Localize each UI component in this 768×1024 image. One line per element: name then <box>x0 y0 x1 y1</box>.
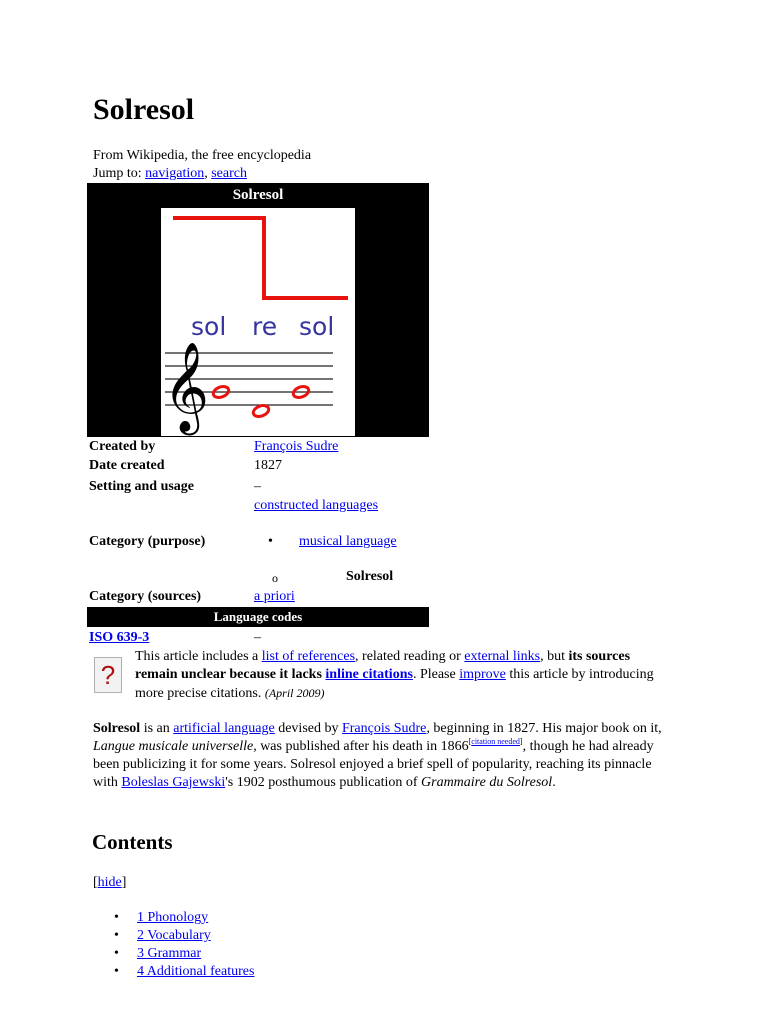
treble-clef-icon: 𝄞 <box>163 342 210 432</box>
language-codes-header: Language codes <box>87 607 429 627</box>
toc-link-grammar[interactable]: 3 Grammar <box>137 946 202 961</box>
notice-text-4: . Please <box>412 667 460 682</box>
toc-item <box>110 945 254 963</box>
toc-bullet: • <box>114 964 119 979</box>
notice-text-3: , but <box>540 649 569 664</box>
page-title: Solresol <box>93 93 195 126</box>
iso-value: – <box>254 630 261 645</box>
toc-link-phonology[interactable]: 1 Phonology <box>137 910 209 925</box>
image-word-3: sol <box>299 312 335 341</box>
hide-open: [ <box>93 875 98 890</box>
inline-citations-link[interactable]: inline citations <box>325 667 413 682</box>
para-text-3: , beginning in 1827. His major book on it, <box>426 721 662 736</box>
created-by-link[interactable]: François Sudre <box>254 439 339 454</box>
sup-close: ] <box>519 737 523 746</box>
para-italic-2: Grammaire du Solresol <box>421 775 553 790</box>
date-created-label: Date created <box>89 458 165 473</box>
jump-navigation-link[interactable]: navigation <box>145 166 205 181</box>
notice-bold: its sources remain unclear because it lacks <box>135 649 631 682</box>
sup-open: [ <box>468 737 472 746</box>
sub-bullet: o <box>272 571 278 585</box>
purpose-bullet: • <box>268 534 273 549</box>
intro-paragraph <box>93 720 673 792</box>
para-text-5: , though he had already been publicizing it for some years. Solresol enjoyed a brief spell of popularity, reaching its pinnacle with <box>93 739 654 790</box>
notice-date: (April 2009) <box>264 686 325 700</box>
jump-prefix: Jump to: <box>93 166 146 181</box>
setting-usage-label: Setting and usage <box>89 479 195 494</box>
external-links-link[interactable]: external links <box>464 649 541 664</box>
para-text-6: 's 1902 posthumous publication of <box>225 775 422 790</box>
jump-separator: , <box>204 166 212 181</box>
setting-usage-dash: – <box>254 479 261 494</box>
notice-text-2: , related reading or <box>355 649 465 664</box>
para-text-1: is an <box>140 721 174 736</box>
toc-item <box>110 909 254 927</box>
toc-bullet: • <box>114 928 119 943</box>
toc-toggle <box>93 874 126 892</box>
para-text-2: devised by <box>274 721 342 736</box>
image-word-1: sol <box>191 312 227 341</box>
table-of-contents <box>110 909 254 981</box>
infobox-image[interactable] <box>161 208 355 436</box>
infobox-header <box>87 183 429 437</box>
toc-bullet: • <box>114 946 119 961</box>
constructed-languages-link[interactable]: constructed languages <box>254 498 379 513</box>
hide-toc-link[interactable]: hide <box>97 875 122 890</box>
artificial-language-link[interactable]: artificial language <box>173 721 275 736</box>
sub-solresol: Solresol <box>346 569 394 584</box>
boleslas-gajewski-link[interactable]: Boleslas Gajewski <box>121 775 226 790</box>
jump-search-link[interactable]: search <box>211 166 247 181</box>
created-by-label: Created by <box>89 439 156 454</box>
para-bold-solresol: Solresol <box>93 721 141 736</box>
jump-links <box>93 165 247 183</box>
toc-item <box>110 963 254 981</box>
citation-needed-sup <box>469 737 523 746</box>
para-text-4: , was published after his death in 1866 <box>253 739 469 754</box>
category-purpose-label: Category (purpose) <box>89 534 206 549</box>
para-italic-1: Langue musicale universelle <box>93 739 254 754</box>
note-re <box>252 404 270 419</box>
category-sources-label: Category (sources) <box>89 589 202 604</box>
toc-item <box>110 927 254 945</box>
tagline: From Wikipedia, the free encyclopedia <box>93 148 312 163</box>
citation-needed-link[interactable]: citation needed <box>471 737 520 746</box>
infobox-title: Solresol <box>232 187 284 203</box>
para-text-7: . <box>552 775 556 790</box>
notice-text-5: this article by introducing more precise citations. <box>135 667 654 701</box>
a-priori-link[interactable]: a priori <box>254 589 295 604</box>
image-word-2: re <box>252 312 278 341</box>
notice-text-1: This article includes a <box>135 649 262 664</box>
musical-language-link[interactable]: musical language <box>299 534 397 549</box>
iso-639-3-link[interactable]: ISO 639-3 <box>89 630 150 645</box>
citation-notice <box>135 648 675 703</box>
contents-heading: Contents <box>92 830 173 854</box>
francois-sudre-link[interactable]: François Sudre <box>341 721 427 736</box>
improve-link[interactable]: improve <box>459 667 506 682</box>
question-glyph: ? <box>100 660 116 690</box>
toc-link-additional-features[interactable]: 4 Additional features <box>137 964 255 979</box>
question-mark-icon <box>94 657 122 693</box>
date-created-value: 1827 <box>254 458 282 473</box>
list-of-references-link[interactable]: list of references <box>261 649 356 664</box>
hide-close: ] <box>121 875 127 890</box>
solresol-illustration <box>161 208 355 436</box>
toc-link-vocabulary[interactable]: 2 Vocabulary <box>137 928 211 943</box>
toc-bullet: • <box>114 910 119 925</box>
